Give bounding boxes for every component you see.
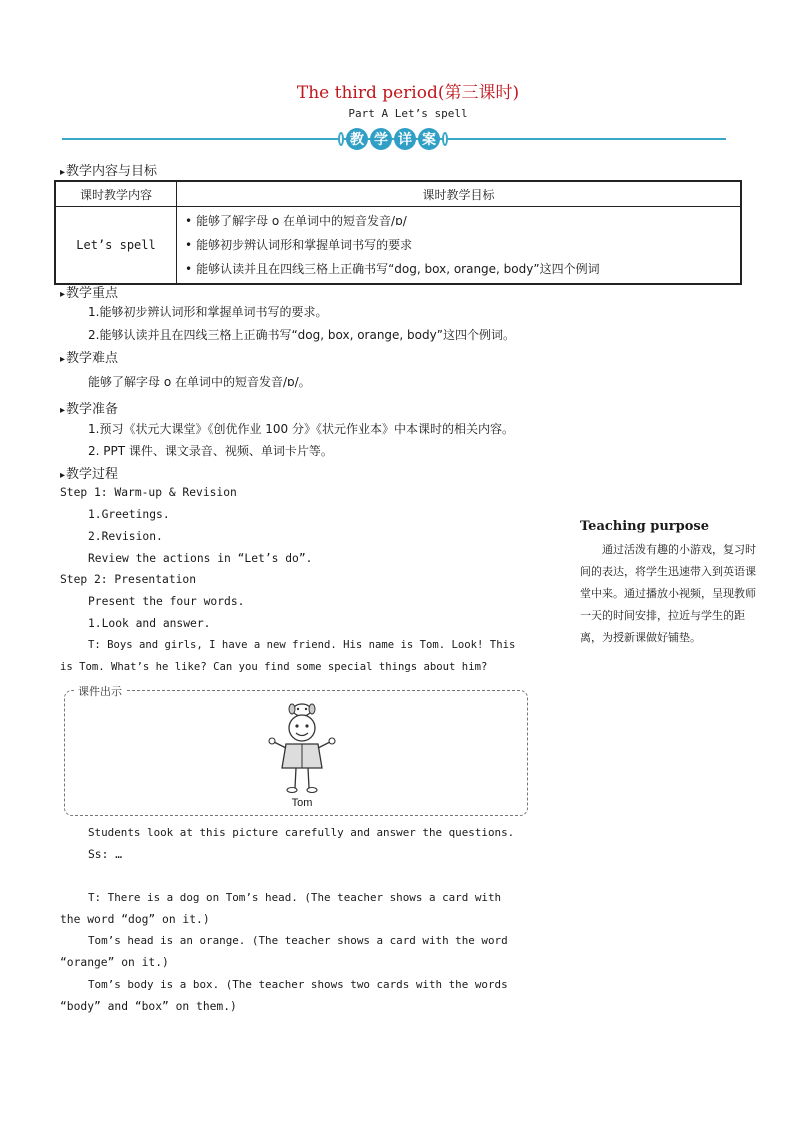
process-line: the word “dog” on it.) [60, 913, 210, 926]
banner-char: 详 [394, 128, 416, 150]
process-line: Review the actions in “Let’s do”. [88, 552, 313, 565]
page-title: The third period(第三课时) [296, 83, 520, 103]
process-heading: ▸ 教学过程 [60, 463, 118, 482]
goal-item: • 能够认读并且在四线三格上正确书写“dog, box, orange, body”这四个例词 [177, 257, 740, 281]
figure-caption: Tom [291, 797, 313, 809]
process-line: Tom’s body is a box. (The teacher shows two cards with the words [88, 978, 508, 991]
slide-box-label: 课件出示 [74, 683, 126, 699]
process-line: “orange” on it.) [60, 956, 169, 969]
lesson-content-cell: Let’s spell [55, 207, 177, 285]
preparation-item: 2. PPT 课件、课文录音、视频、单词卡片等。 [88, 444, 333, 458]
page-subtitle: Part A Let’s spell [348, 107, 468, 120]
preparation-heading: ▸ 教学准备 [60, 398, 118, 417]
process-line: is Tom. What’s he like? Can you find some special things about him? [60, 661, 488, 673]
process-line: Tom’s head is an orange. (The teacher shows a card with the word [88, 934, 508, 947]
preparation-item: 1.预习《状元大课堂》《创优作业 100 分》《状元作业本》中本课时的相关内容。 [88, 422, 514, 436]
process-line: T: Boys and girls, I have a new friend. His name is Tom. Look! This [88, 639, 516, 651]
objectives-table [54, 180, 742, 285]
table-header: 课时教学内容 [55, 181, 177, 207]
banner-char: 学 [370, 128, 392, 150]
objectives-heading: ▸ 教学内容与目标 [60, 160, 157, 179]
goal-item: • 能够初步辨认词形和掌握单词书写的要求 [177, 233, 740, 257]
goal-item: • 能够了解字母 o 在单词中的短音发音/ɒ/ [177, 209, 740, 233]
key-point-item: 2.能够认读并且在四线三格上正确书写“dog, box, orange, body”这四个例词。 [88, 328, 515, 342]
process-line: Ss: … [88, 848, 123, 861]
key-points-heading: ▸ 教学重点 [60, 282, 118, 301]
banner-cap-right [442, 132, 448, 146]
sidebar-text: 通过活泼有趣的小游戏，复习时间的表达，将学生迅速带入到英语课堂中来。通过播放小视频，呈现教师一天的时间安排，拉近与学生的距离，为授新课做好铺垫。 [580, 543, 756, 644]
process-line: T: There is a dog on Tom’s head. (The teacher shows a card with [88, 891, 502, 904]
sidebar-title: Teaching purpose [580, 519, 709, 534]
process-line: Students look at this picture carefully and answer the questions. [88, 826, 515, 839]
banner-char: 教 [346, 128, 368, 150]
tom-illustration [264, 700, 340, 798]
section-banner [338, 127, 448, 151]
banner-char: 案 [418, 128, 440, 150]
step-2-title: Step 2: Presentation [60, 573, 197, 586]
process-line: “body” and “box” on them.) [60, 1000, 237, 1013]
key-point-item: 1.能够初步辨认词形和掌握单词书写的要求。 [88, 305, 328, 319]
banner-cap-left [338, 132, 344, 146]
process-line: 1.Greetings. [88, 508, 170, 521]
process-line: Present the four words. [88, 595, 245, 608]
step-1-title: Step 1: Warm-up & Revision [60, 486, 237, 499]
difficulty-text: 能够了解字母 o 在单词中的短音发音/ɒ/。 [88, 375, 311, 389]
process-line: 1.Look and answer. [88, 617, 211, 630]
difficulty-heading: ▸ 教学难点 [60, 347, 118, 366]
process-line: 2.Revision. [88, 530, 163, 543]
table-header: 课时教学目标 [177, 181, 742, 207]
